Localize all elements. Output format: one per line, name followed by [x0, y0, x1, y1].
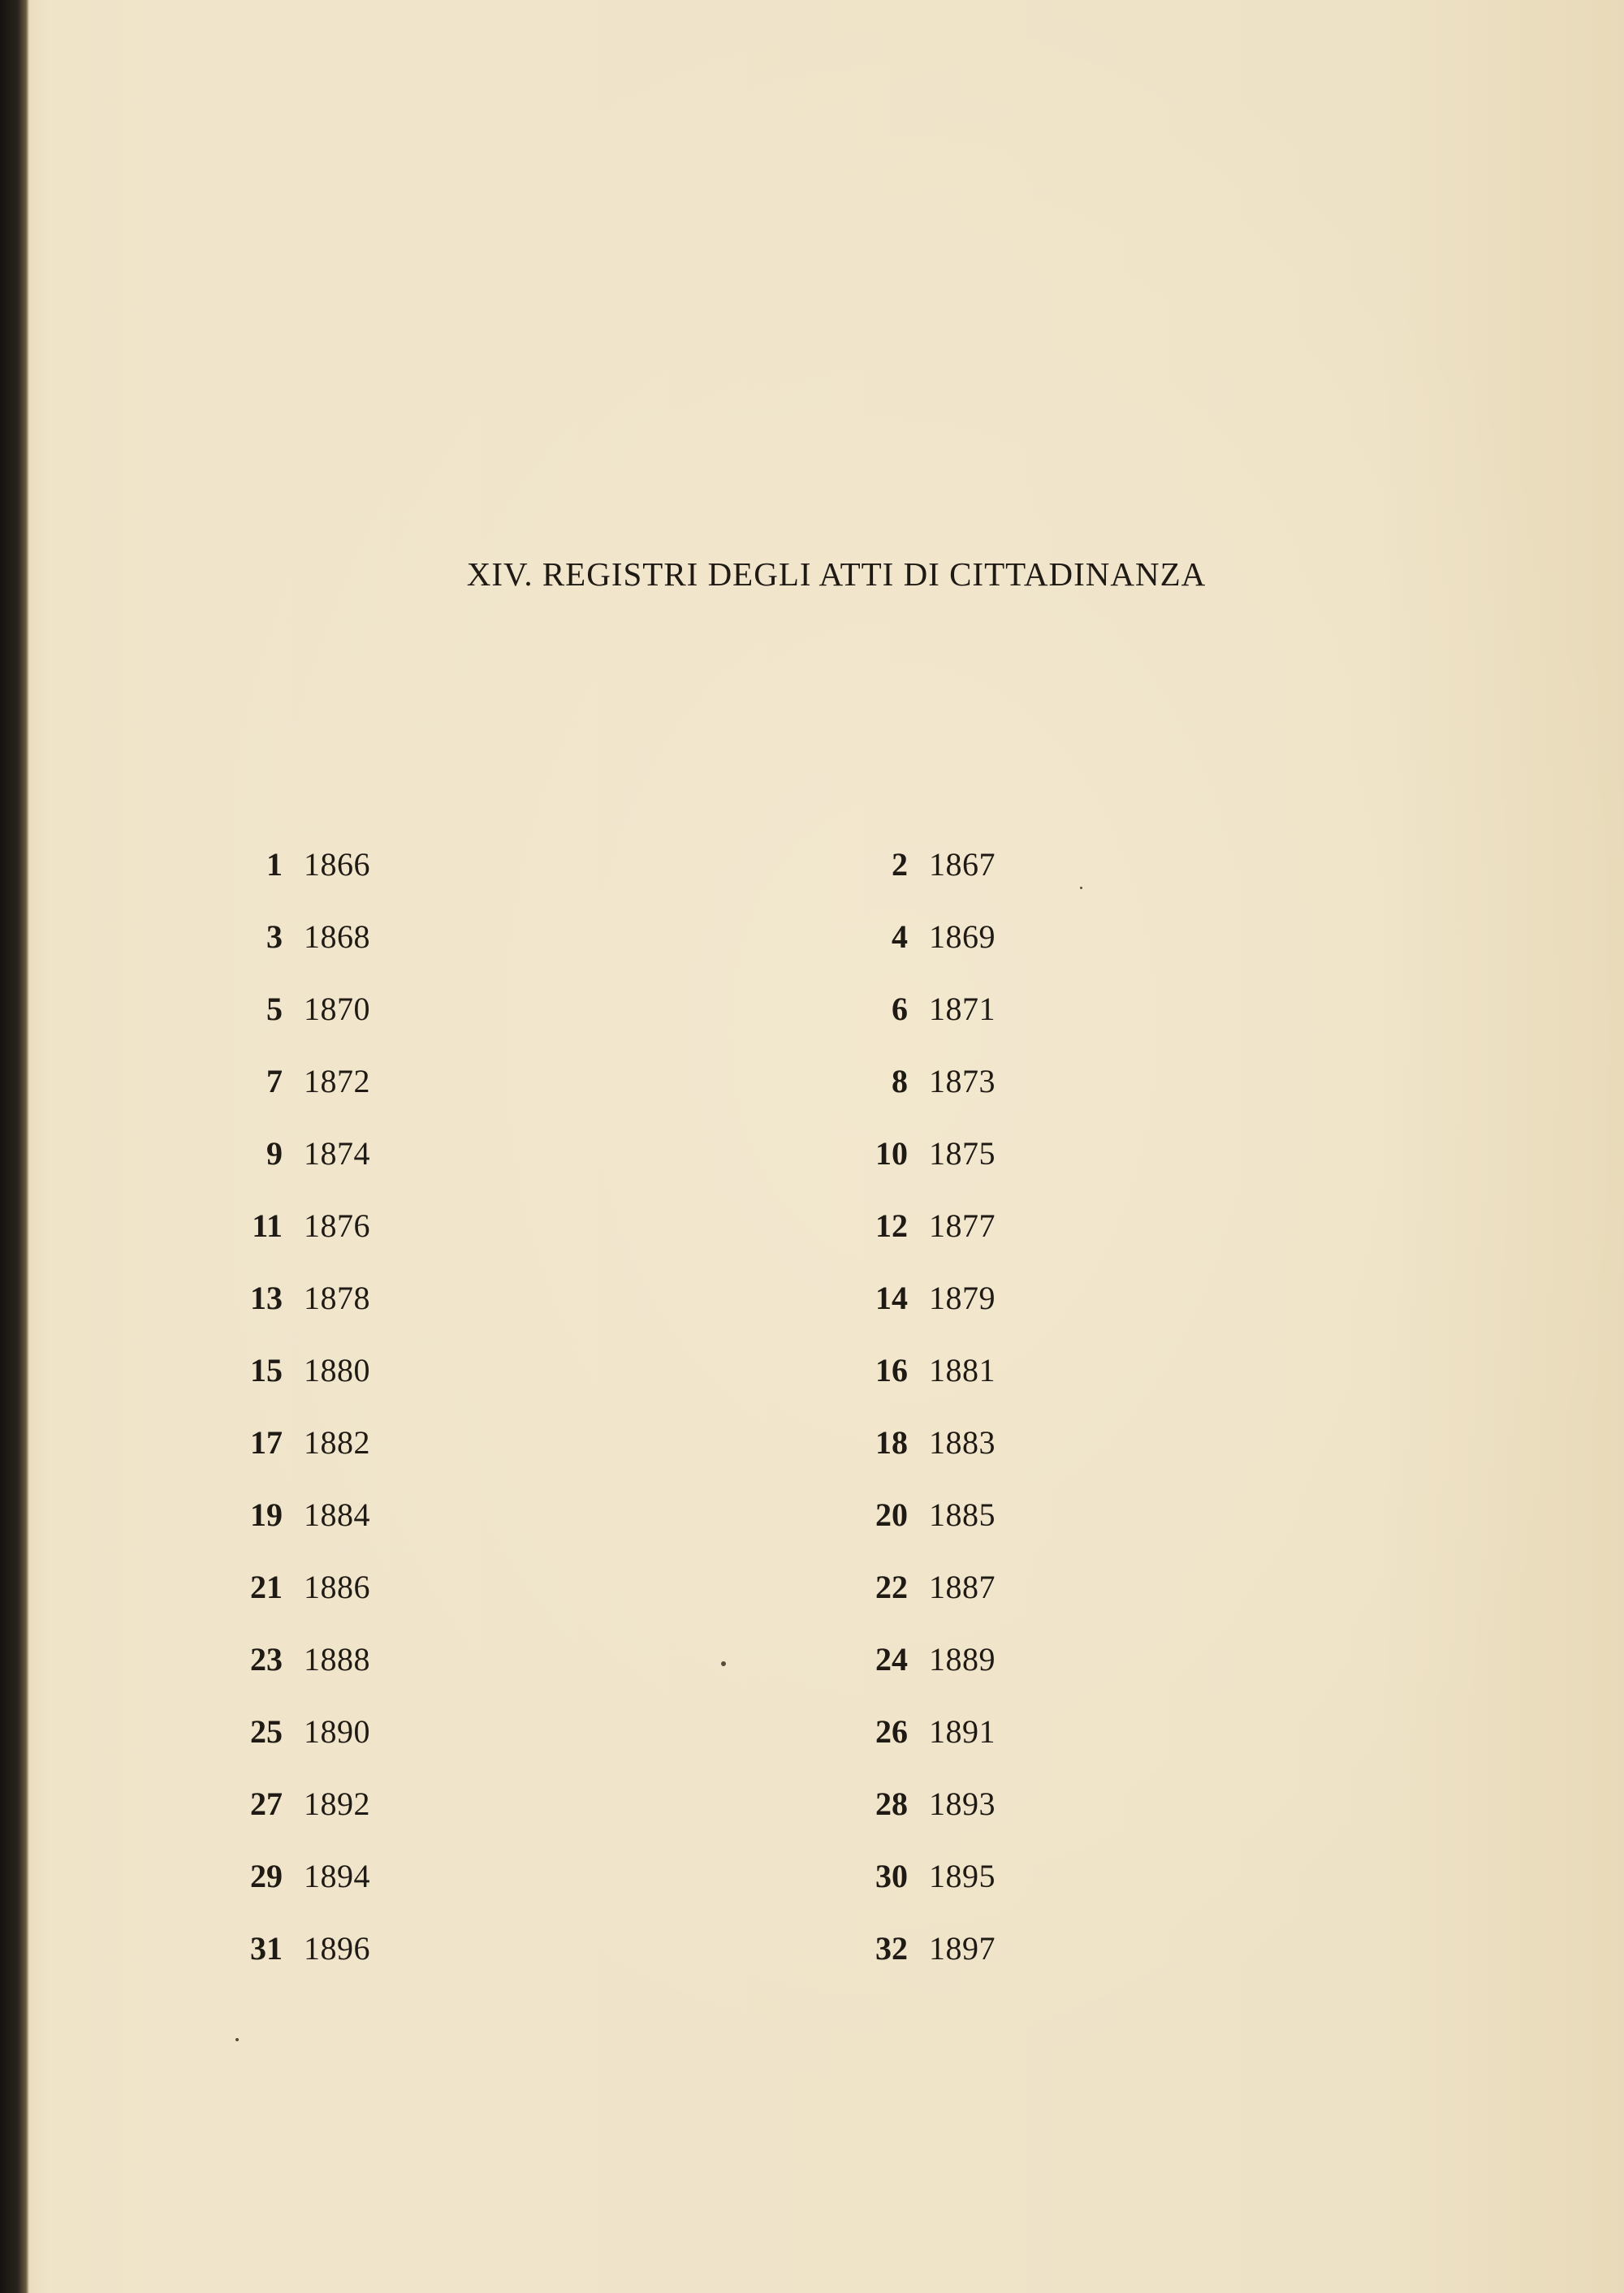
register-number: 12 [875, 1207, 908, 1244]
register-number: 19 [250, 1496, 283, 1533]
register-year: 1873 [929, 1063, 996, 1099]
register-number: 11 [252, 1207, 283, 1244]
register-entry [203, 1479, 447, 1551]
register-number: 32 [875, 1930, 908, 1967]
register-number: 6 [892, 991, 908, 1027]
register-year: 1876 [304, 1207, 370, 1244]
register-entry [203, 1190, 447, 1262]
register-entry [203, 1840, 447, 1912]
register-number: 10 [875, 1135, 908, 1172]
register-number: 17 [250, 1424, 283, 1461]
register-number: 29 [250, 1858, 283, 1894]
section-title: XIV. REGISTRI DEGLI ATTI DI CITTADINANZA [466, 555, 1207, 593]
register-year: 1874 [304, 1135, 370, 1172]
register-entry [203, 1117, 447, 1190]
register-entry [828, 1406, 1072, 1479]
register-entry [828, 1262, 1072, 1334]
paper-speck [1080, 887, 1082, 889]
register-entry [203, 1551, 447, 1623]
register-number: 13 [250, 1280, 283, 1316]
register-number: 28 [875, 1786, 908, 1822]
register-entry [203, 1768, 447, 1840]
register-number: 1 [266, 846, 283, 883]
register-number: 20 [875, 1496, 908, 1533]
register-year: 1886 [304, 1569, 370, 1605]
register-entry [828, 1479, 1072, 1551]
register-entry [828, 1551, 1072, 1623]
register-number: 27 [250, 1786, 283, 1822]
register-number: 24 [875, 1641, 908, 1678]
register-year: 1880 [304, 1352, 370, 1388]
register-number: 2 [892, 846, 908, 883]
register-number: 18 [875, 1424, 908, 1461]
register-year: 1896 [304, 1930, 370, 1967]
register-entry [828, 1623, 1072, 1695]
register-entry [828, 1695, 1072, 1768]
register-number: 22 [875, 1569, 908, 1605]
register-entry [203, 828, 447, 900]
register-number: 16 [875, 1352, 908, 1388]
register-entry [203, 1912, 447, 1984]
register-year: 1878 [304, 1280, 370, 1316]
register-year: 1889 [929, 1641, 996, 1678]
register-year: 1883 [929, 1424, 996, 1461]
register-entry [828, 973, 1072, 1045]
register-year: 1897 [929, 1930, 996, 1967]
register-year: 1866 [304, 846, 370, 883]
register-year: 1872 [304, 1063, 370, 1099]
register-number: 31 [250, 1930, 283, 1967]
register-entry [203, 1262, 447, 1334]
paper-speck [235, 2038, 239, 2041]
register-number: 14 [875, 1280, 908, 1316]
register-year: 1890 [304, 1713, 370, 1750]
register-number: 8 [892, 1063, 908, 1099]
register-entry [828, 828, 1072, 900]
register-number: 21 [250, 1569, 283, 1605]
register-entry [828, 900, 1072, 973]
register-year: 1869 [929, 918, 996, 955]
register-year: 1879 [929, 1280, 996, 1316]
register-number: 15 [250, 1352, 283, 1388]
register-year: 1893 [929, 1786, 996, 1822]
register-year: 1877 [929, 1207, 996, 1244]
register-entry [828, 1045, 1072, 1117]
register-year: 1887 [929, 1569, 996, 1605]
register-year: 1871 [929, 991, 996, 1027]
register-year: 1867 [929, 846, 996, 883]
register-entry [828, 1840, 1072, 1912]
register-entry [828, 1334, 1072, 1406]
register-entry [203, 1623, 447, 1695]
register-number: 30 [875, 1858, 908, 1894]
register-year: 1875 [929, 1135, 996, 1172]
register-entry [203, 973, 447, 1045]
register-year: 1885 [929, 1496, 996, 1533]
register-year: 1892 [304, 1786, 370, 1822]
register-entry [203, 1045, 447, 1117]
register-number: 3 [266, 918, 283, 955]
register-entry [828, 1768, 1072, 1840]
register-number: 7 [266, 1063, 283, 1099]
register-year: 1870 [304, 991, 370, 1027]
paper-speck [721, 1661, 726, 1666]
register-year: 1868 [304, 918, 370, 955]
register-entry [203, 900, 447, 973]
register-list-left [203, 828, 447, 1984]
register-year: 1891 [929, 1713, 996, 1750]
register-number: 25 [250, 1713, 283, 1750]
register-entry [828, 1190, 1072, 1262]
register-entry [203, 1695, 447, 1768]
register-entry [828, 1912, 1072, 1984]
register-number: 9 [266, 1135, 283, 1172]
register-year: 1894 [304, 1858, 370, 1894]
register-year: 1888 [304, 1641, 370, 1678]
register-year: 1882 [304, 1424, 370, 1461]
register-number: 4 [892, 918, 908, 955]
register-number: 23 [250, 1641, 283, 1678]
register-year: 1881 [929, 1352, 996, 1388]
register-entry [828, 1117, 1072, 1190]
register-list-right [828, 828, 1072, 1984]
book-binding [0, 0, 29, 2293]
register-number: 26 [875, 1713, 908, 1750]
register-entry [203, 1406, 447, 1479]
register-year: 1895 [929, 1858, 996, 1894]
register-year: 1884 [304, 1496, 370, 1533]
register-entry [203, 1334, 447, 1406]
register-number: 5 [266, 991, 283, 1027]
